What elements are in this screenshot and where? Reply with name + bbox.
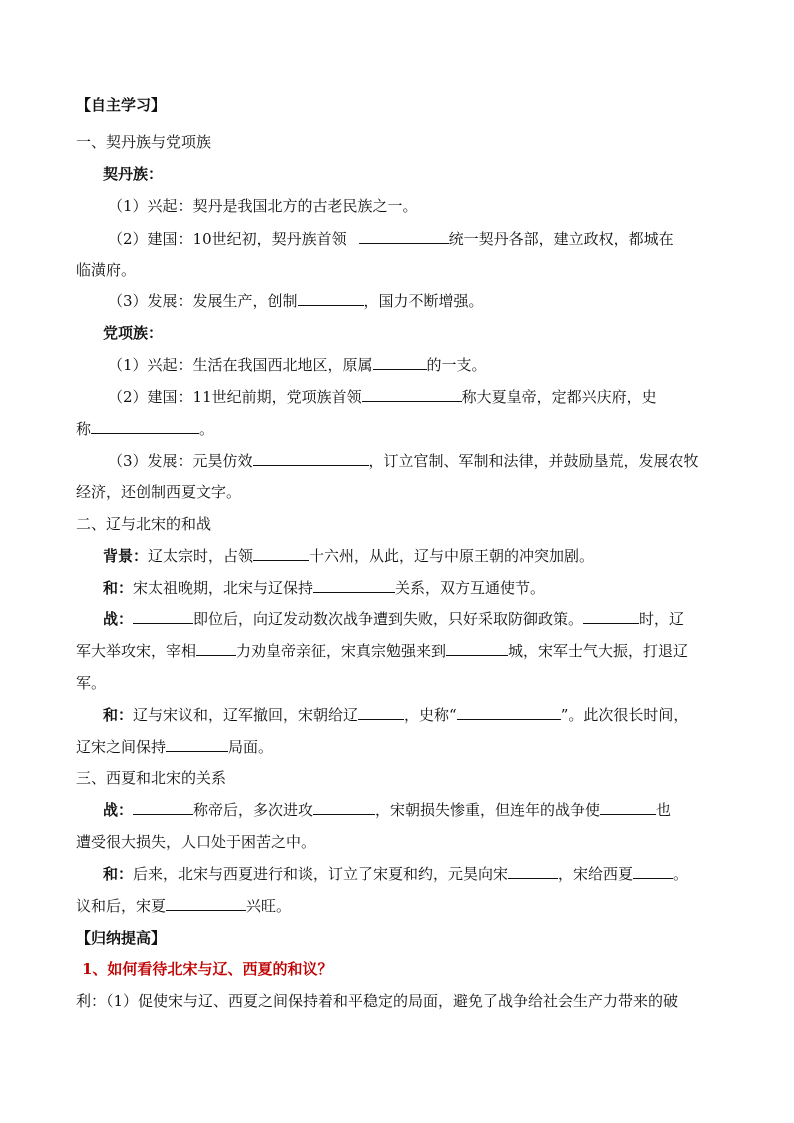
dangxiang-label: 党项族： (103, 324, 164, 342)
blank[interactable] (298, 291, 364, 306)
summary-header: 【归纳提高】 (76, 929, 167, 947)
self-study-header: 【自主学习】 (76, 96, 167, 114)
qidan-item-3: （3）发展：发展生产，创制 ，国力不断增强。 (108, 292, 484, 310)
blank[interactable] (253, 546, 309, 561)
blank[interactable] (133, 800, 193, 815)
blank[interactable] (446, 641, 508, 656)
answer-li-line: 利：（1）促使宋与辽、西夏之间保持着和平稳定的局面，避免了战争给社会生产力带来的破 (76, 992, 679, 1010)
blank[interactable] (166, 737, 228, 752)
blank[interactable] (313, 800, 375, 815)
sec3-peace: 和：后来，北宋与西夏进行和谈，订立了宋夏和约，元昊向宋 ，宋给西夏 。 (103, 865, 689, 883)
sec2-peace-2-cont: 辽宋之间保持 局面。 (76, 738, 274, 756)
blank[interactable] (457, 705, 561, 720)
qidan-label: 契丹族： (103, 165, 164, 183)
qidan-item-2: （2）建国：10世纪初，契丹族首领 统一契丹各部，建立政权，都城在 (108, 230, 674, 248)
qidan-item-2-cont: 临潢府。 (76, 261, 137, 279)
blank[interactable] (91, 419, 199, 434)
qidan-item-1: （1）兴起：契丹是我国北方的古老民族之一。 (108, 197, 418, 215)
blank[interactable] (508, 864, 558, 879)
sec3-war-cont: 遭受很大损失，人口处于困苦之中。 (76, 833, 317, 851)
blank[interactable] (358, 705, 404, 720)
section-3-title: 三、西夏和北宋的关系 (76, 769, 227, 787)
sec2-war: 战： 即位后，向辽发动数次战争遭到失败，只好采取防御政策。 时，辽 (103, 610, 685, 628)
question-1-title: 1、如何看待北宋与辽、西夏的和议？ (82, 960, 333, 978)
sec2-peace-2: 和：辽与宋议和，辽军撤回，宋朝给辽 ，史称“ ”。此次很长时间， (103, 706, 689, 724)
blank[interactable] (253, 451, 369, 466)
blank[interactable] (196, 641, 236, 656)
section-2-title: 二、辽与北宋的和战 (76, 515, 212, 533)
section-1-title: 一、契丹族与党项族 (76, 133, 212, 151)
blank[interactable] (373, 355, 427, 370)
blank[interactable] (313, 578, 395, 593)
dangxiang-item-1: （1）兴起：生活在我国西北地区，原属 的一支。 (108, 356, 487, 374)
dangxiang-item-3: （3）发展：元昊仿效 ，订立官制、军制和法律，并鼓励垦荒，发展农牧 (108, 452, 699, 470)
blank[interactable] (362, 387, 462, 402)
blank[interactable] (583, 609, 639, 624)
blank[interactable] (600, 800, 656, 815)
sec3-war: 战： 称帝后，多次进攻 ，宋朝损失惨重，但连年的战争使 也 (103, 801, 672, 819)
blank[interactable] (359, 229, 449, 244)
sec2-peace-1: 和：宋太祖晚期，北宋与辽保持 关系，双方互通使节。 (103, 579, 546, 597)
blank[interactable] (633, 864, 673, 879)
dangxiang-item-3-cont: 经济，还创制西夏文字。 (76, 483, 242, 501)
dangxiang-item-2-cont: 称 。 (76, 420, 215, 438)
blank[interactable] (133, 609, 193, 624)
blank[interactable] (166, 896, 246, 911)
dangxiang-item-2: （2）建国：11世纪前期，党项族首领 称大夏皇帝，定都兴庆府，史 (108, 388, 657, 406)
sec2-background: 背景：辽太宗时，占领 十六州，从此，辽与中原王朝的冲突加剧。 (103, 547, 595, 565)
sec3-peace-cont: 议和后，宋夏 兴旺。 (76, 897, 292, 915)
sec2-war-cont-2: 军。 (76, 674, 107, 692)
sec2-war-cont: 军大举攻宋，宰相 力劝皇帝亲征，宋真宗勉强来到 城，宋军士气大振，打退辽 (76, 642, 689, 660)
